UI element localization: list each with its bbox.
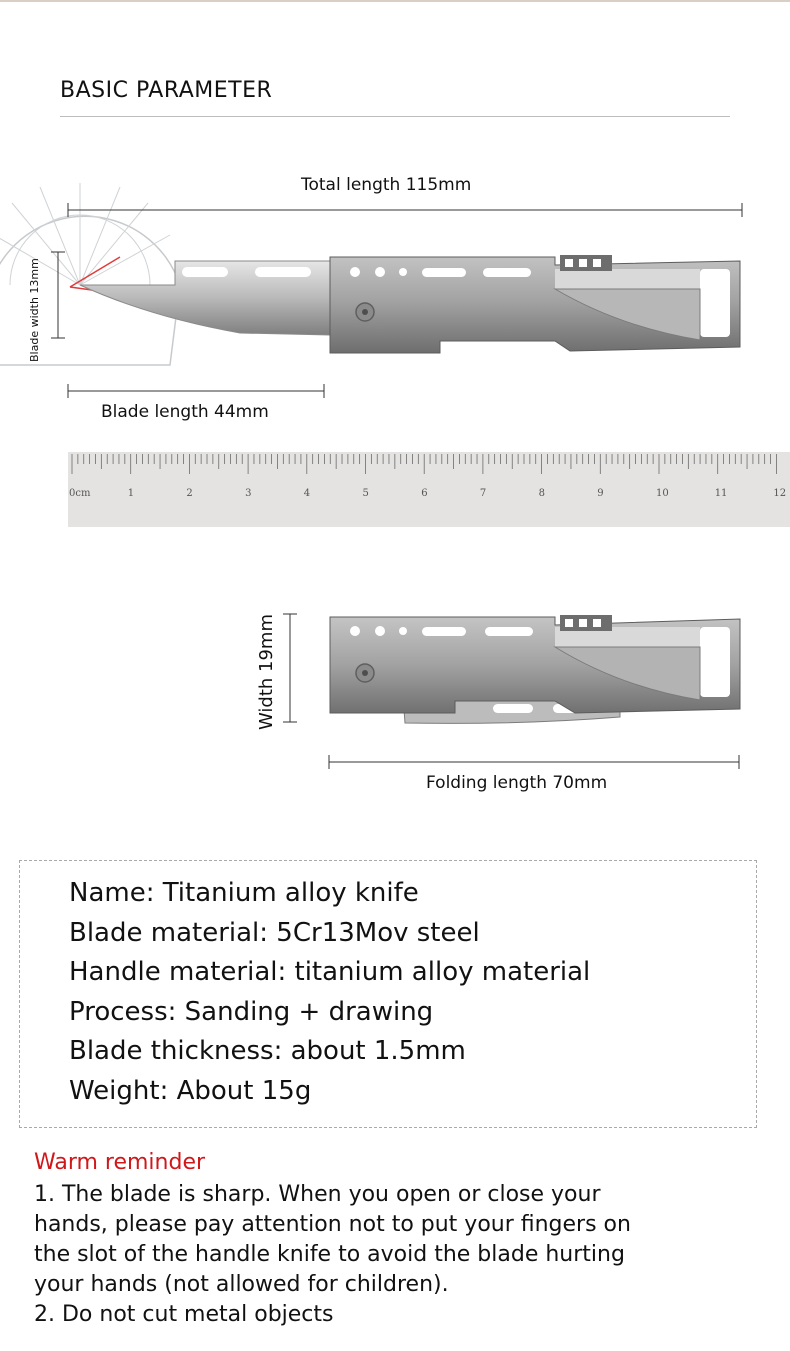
ruler-label: 0cm [69, 488, 91, 499]
blade-width-dimension-line [48, 248, 68, 342]
ruler-label: 1 [127, 488, 135, 499]
ruler-label: 12 [773, 488, 787, 499]
ruler-label: 4 [303, 488, 311, 499]
ruler-label: 11 [714, 488, 728, 499]
spec-blade-thickness: Blade thickness: about 1.5mm [69, 1036, 466, 1067]
ruler-label: 7 [479, 488, 487, 499]
folding-length-dimension-line [322, 752, 746, 772]
ruler [68, 452, 790, 527]
spec-weight: Weight: About 15g [69, 1075, 312, 1106]
top-strip [0, 0, 790, 2]
blade-length-label: Blade length 44mm [101, 402, 269, 422]
reminder-line: your hands (not allowed for children). [34, 1272, 449, 1297]
reminder-line: 1. The blade is sharp. When you open or close your [34, 1182, 601, 1207]
ruler-label: 8 [538, 488, 545, 499]
reminder-text [34, 1180, 754, 1330]
ruler-label: 5 [362, 488, 369, 499]
spec-name: Name: Titanium alloy knife [69, 878, 419, 908]
folded-knife-illustration [320, 605, 750, 735]
ruler-scale [68, 452, 790, 527]
total-length-label: Total length 115mm [301, 175, 472, 195]
title-divider [60, 116, 730, 117]
section-title: BASIC PARAMETER [60, 78, 273, 103]
reminder-line: 2. Do not cut metal objects [34, 1302, 334, 1327]
blade-width-label: Blade width 13mm [28, 258, 41, 362]
spec-list [69, 874, 590, 1112]
ruler-label: 10 [656, 488, 669, 499]
ruler-label: 3 [245, 488, 252, 499]
spec-process: Process: Sanding + drawing [69, 996, 434, 1027]
ruler-label: 2 [186, 488, 193, 499]
spec-handle-material: Handle material: titanium alloy material [69, 957, 591, 988]
width-label: Width 19mm [256, 614, 277, 730]
width-dimension-line [280, 608, 300, 728]
reminder-line: the slot of the handle knife to avoid the blade hurting [34, 1242, 625, 1267]
ruler-label: 9 [597, 488, 604, 499]
spec-blade-material: Blade material: 5Cr13Mov steel [69, 917, 480, 948]
reminder-title: Warm reminder [34, 1150, 206, 1175]
blade-length-dimension-line [62, 383, 332, 403]
reminder-line: hands, please pay attention not to put your fingers on [34, 1212, 631, 1237]
folding-length-label: Folding length 70mm [426, 773, 608, 793]
ruler-label: 6 [421, 488, 428, 499]
total-length-dimension-line [60, 200, 750, 220]
